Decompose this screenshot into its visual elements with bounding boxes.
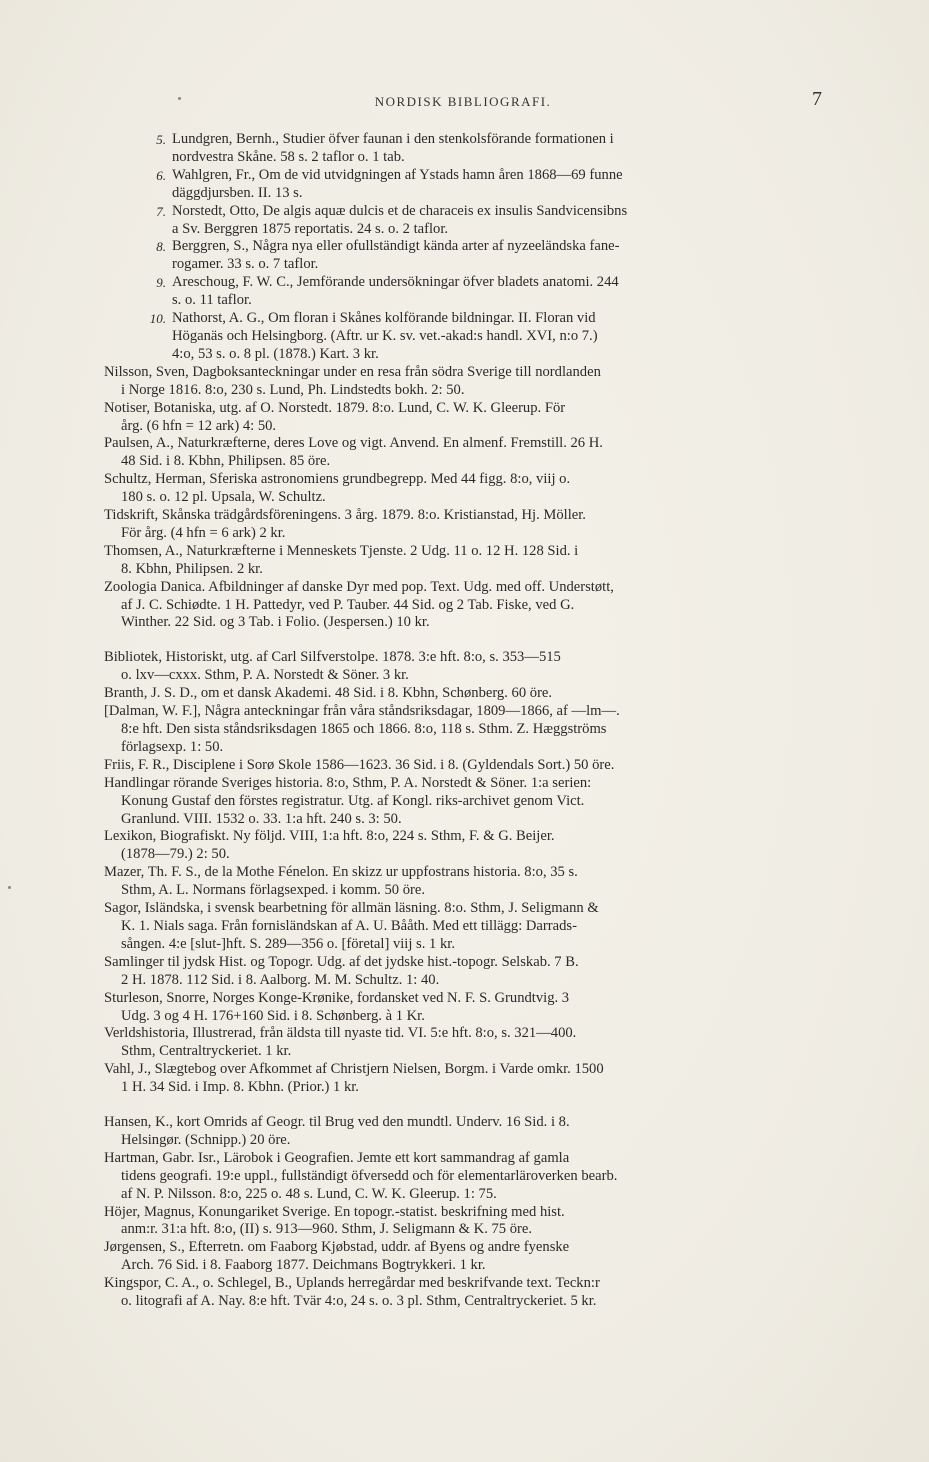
entry-line: 180 s. o. 12 pl. Upsala, W. Schultz. — [121, 489, 326, 506]
entry-line: Norstedt, Otto, De algis aquæ dulcis et de characeis ex insulis Sandvicensibns — [172, 202, 628, 219]
entry-line: rogamer. 33 s. o. 7 taflor. — [172, 256, 319, 273]
entry-number: 5. — [156, 132, 166, 147]
bibliography-entry — [104, 1150, 822, 1204]
entry-line: Nilsson, Sven, Dagboksanteckningar under en resa från södra Sverige till nordlanden — [104, 363, 601, 380]
entry-number: 9. — [156, 275, 166, 291]
bibliography-entry — [104, 990, 822, 1026]
bibliography-entry — [104, 310, 822, 364]
bibliography-entry — [104, 649, 822, 685]
entry-line: Wahlgren, Fr., Om de vid utvidgningen af Ystads hamn åren 1868—69 funne — [172, 166, 623, 183]
bibliography-section — [104, 131, 822, 632]
entry-line: [Dalman, W. F.], Några anteckningar från våra ståndsriksdagar, 1809—1866, af —lm—. — [104, 703, 620, 720]
entry-line: Berggren, S., Några nya eller ofullständigt kända arter af nyzeeländska fane- — [172, 238, 620, 255]
entry-line: Branth, J. S. D., om et dansk Akademi. 48 Sid. i 8. Kbhn, Schønberg. 60 öre. — [104, 685, 553, 702]
entry-line: Sthm, A. L. Normans förlagsexped. i komm. 50 öre. — [121, 882, 425, 899]
entry-line: Helsingør. (Schnipp.) 20 öre. — [121, 1131, 291, 1148]
bibliography-entry — [104, 864, 822, 900]
entry-line: Tidskrift, Skånska trädgårdsföreningens. 3 årg. 1879. 8:o. Kristianstad, Hj. Möller. — [104, 507, 586, 524]
entry-line: Sturleson, Snorre, Norges Konge-Krønike, fordansket ved N. F. S. Grundtvig. 3 — [104, 989, 570, 1006]
entry-line: Handlingar rörande Sveriges historia. 8:o, Sthm, P. A. Norstedt & Söner. 1:a serien: — [104, 774, 592, 791]
entry-line: Lexikon, Biografiskt. Ny följd. VIII, 1:a hft. 8:o, 224 s. Sthm, F. & G. Beijer. — [104, 828, 555, 845]
bibliography-entry — [104, 954, 822, 990]
entry-line: af J. C. Schiødte. 1 H. Pattedyr, ved P. Tauber. 44 Sid. og 2 Tab. Fiske, ved G. — [121, 596, 575, 613]
entry-line: Samlinger til jydsk Hist. og Topogr. Udg. af det jydske hist.-topogr. Selskab. 7 B. — [104, 953, 579, 970]
entry-line: 4:o, 53 s. o. 8 pl. (1878.) Kart. 3 kr. — [172, 345, 379, 362]
bibliography-entry — [104, 543, 822, 579]
entry-line: sången. 4:e [slut-]hft. S. 289—356 o. [företal] viij s. 1 kr. — [121, 935, 455, 952]
bibliography-entry — [104, 1061, 822, 1097]
entry-line: 48 Sid. i 8. Kbhn, Philipsen. 85 öre. — [121, 453, 331, 470]
entry-line: Zoologia Danica. Afbildninger af danske Dyr med pop. Text. Udg. med off. Understøtt, — [104, 578, 614, 595]
bibliography-entry — [104, 1204, 822, 1240]
print-speck — [178, 97, 181, 100]
entry-line: årg. (6 hfn = 12 ark) 4: 50. — [121, 417, 277, 434]
entry-number: 8. — [156, 239, 166, 255]
entry-line: Sthm, Centraltryckeriet. 1 kr. — [121, 1043, 292, 1060]
bibliography-section — [104, 649, 822, 1097]
entry-line: 8:e hft. Den sista ståndsriksdagen 1865 och 1866. 8:o, 118 s. Sthm. Z. Hæggströms — [121, 721, 607, 737]
entry-line: 8. Kbhn, Philipsen. 2 kr. — [121, 560, 263, 577]
entry-line: Thomsen, A., Naturkræfterne i Menneskets Tjenste. 2 Udg. 11 o. 12 H. 128 Sid. i — [104, 542, 579, 559]
bibliography-entry — [104, 685, 822, 703]
entry-line: Arch. 76 Sid. i 8. Faaborg 1877. Deichmans Bogtrykkeri. 1 kr. — [121, 1257, 486, 1274]
bibliography-entry — [104, 364, 822, 400]
entry-line: förlagsexp. 1: 50. — [121, 738, 224, 755]
entry-line: s. o. 11 taflor. — [172, 292, 252, 309]
entry-line: För årg. (4 hfn = 6 ark) 2 kr. — [121, 524, 286, 541]
entry-line: Udg. 3 og 4 H. 176+160 Sid. i 8. Schønberg. à 1 Kr. — [121, 1007, 425, 1024]
entry-line: 1 H. 34 Sid. i Imp. 8. Kbhn. (Prior.) 1 kr. — [121, 1079, 359, 1096]
bibliography-entry — [104, 507, 822, 543]
entry-line: anm:r. 31:a hft. 8:o, (II) s. 913—960. Sthm, J. Seligmann & K. 75 öre. — [121, 1221, 533, 1238]
entry-line: tidens geografi. 19:e uppl., fullständigt öfversedd och för elementarläroverken bearb. — [121, 1167, 618, 1184]
entry-line: Schultz, Herman, Sferiska astronomiens grundbegrepp. Med 44 figg. 8:o, viij o. — [104, 471, 571, 488]
running-head: NORDISK BIBLIOGRAFI. — [374, 94, 552, 109]
entry-line: o. litografi af A. Nay. 8:e hft. Tvär 4:o, 24 s. o. 3 pl. Sthm, Centraltryckeriet. 5 kr. — [121, 1293, 597, 1310]
entry-line: däggdjursben. II. 13 s. — [172, 184, 303, 201]
bibliography-entry — [104, 131, 822, 167]
bibliography-entry — [104, 471, 822, 507]
bibliography-entry — [104, 274, 822, 310]
bibliography-entry — [104, 1114, 822, 1150]
section-gap — [104, 632, 822, 649]
section-gap — [104, 1097, 822, 1114]
entry-line: Mazer, Th. F. S., de la Mothe Fénelon. En skizz ur uppfostrans historia. 8:o, 35 s. — [104, 864, 578, 881]
entry-line: Winther. 22 Sid. og 3 Tab. i Folio. (Jespersen.) 10 kr. — [121, 614, 430, 631]
bibliography-entry — [104, 1275, 822, 1311]
entry-line: Kingspor, C. A., o. Schlegel, B., Uplands herregårdar med beskrifvande text. Teckn:r — [104, 1275, 600, 1292]
entry-line: Nathorst, A. G., Om floran i Skånes kolförande bildningar. II. Floran vid — [172, 310, 596, 327]
bibliography-entry — [104, 1025, 822, 1061]
bibliography-entry — [104, 167, 822, 203]
page-number: 7 — [812, 88, 822, 110]
entry-line: o. lxv—cxxx. Sthm, P. A. Norstedt & Söner. 3 kr. — [121, 667, 409, 684]
entry-line: Granlund. VIII. 1532 o. 33. 1:a hft. 240 s. 3: 50. — [121, 810, 402, 827]
entry-line: Hartman, Gabr. Isr., Lärobok i Geografien. Jemte ett kort sammandrag af gamla — [104, 1149, 570, 1166]
entry-line: Paulsen, A., Naturkræfterne, deres Love og vigt. Anvend. En almenf. Fremstill. 26 H. — [104, 435, 603, 452]
entry-line: Jørgensen, S., Efterretn. om Faaborg Kjøbstad, uddr. af Byens og andre fyenske — [104, 1239, 570, 1256]
entry-line: (1878—79.) 2: 50. — [121, 846, 230, 863]
bibliography-entry — [104, 400, 822, 436]
bibliography-entry — [104, 775, 822, 829]
entry-line: Hansen, K., kort Omrids af Geogr. til Brug ved den mundtl. Underv. 16 Sid. i 8. — [104, 1114, 570, 1131]
bibliography-entry — [104, 238, 822, 274]
entry-line: a Sv. Berggren 1875 reportatis. 24 s. o. 2 taflor. — [172, 220, 449, 237]
entry-line: Höjer, Magnus, Konungariket Sverige. En topogr.-statist. beskrifning med hist. — [104, 1203, 565, 1220]
entry-line: Areschoug, F. W. C., Jemförande undersökningar öfver bladets anatomi. 244 — [172, 274, 619, 291]
entry-line: Sagor, Isländska, i svensk bearbetning för allmän läsning. 8:o. Sthm, J. Seligmann & — [104, 900, 599, 917]
entry-line: Bibliotek, Historiskt, utg. af Carl Silfverstolpe. 1878. 3:e hft. 8:o, s. 353—515 — [104, 649, 561, 666]
bibliography-entry — [104, 828, 822, 864]
entry-line: 2 H. 1878. 112 Sid. i 8. Aalborg. M. M. Schultz. 1: 40. — [121, 971, 440, 988]
entry-line: Vahl, J., Slægtebog over Afkommet af Christjern Nielsen, Borgm. i Varde omkr. 1500 — [104, 1061, 604, 1078]
bibliography-entry — [104, 900, 822, 954]
entry-line: Konung Gustaf den förstes registratur. Utg. af Kongl. riks-archivet genom Vict. — [121, 792, 585, 809]
bibliography-section — [104, 1114, 822, 1311]
bibliography-entry — [104, 579, 822, 633]
entry-line: Höganäs och Helsingborg. (Aftr. ur K. sv. vet.-akad:s handl. XVI, n:o 7.) — [172, 327, 598, 344]
entry-line: Verldshistoria, Illustrerad, från äldsta till nyaste tid. VI. 5:e hft. 8:o, s. 321—400. — [104, 1025, 577, 1042]
bibliography-entry — [104, 1239, 822, 1275]
entry-line: K. 1. Nials saga. Från fornisländskan af A. U. Bååth. Med ett tillägg: Darrads- — [121, 917, 577, 934]
entry-line: Lundgren, Bernh., Studier öfver faunan i den stenkolsförande formationen i — [172, 131, 614, 147]
entry-number: 7. — [156, 203, 166, 219]
entry-line: Notiser, Botaniska, utg. af O. Norstedt. 1879. 8:o. Lund, C. W. K. Gleerup. För — [104, 399, 566, 416]
entry-line: af N. P. Nilsson. 8:o, 225 o. 48 s. Lund, C. W. K. Gleerup. 1: 75. — [121, 1185, 497, 1202]
bibliography-entry — [104, 757, 822, 775]
entry-number: 10. — [149, 311, 166, 327]
print-speck — [8, 886, 11, 889]
entry-number: 6. — [156, 167, 166, 183]
bibliography-entry — [104, 435, 822, 471]
entry-line: Friis, F. R., Disciplene i Sorø Skole 1586—1623. 36 Sid. i 8. (Gyldendals Sort.) 50 öre. — [104, 756, 615, 773]
page-header — [104, 88, 822, 118]
bibliography-entry — [104, 203, 822, 239]
entry-line: nordvestra Skåne. 58 s. 2 taflor o. 1 tab. — [172, 148, 405, 165]
bibliography-entry — [104, 703, 822, 757]
entry-line: i Norge 1816. 8:o, 230 s. Lund, Ph. Lindstedts bokh. 2: 50. — [121, 381, 465, 398]
bibliography-text — [104, 131, 822, 1311]
